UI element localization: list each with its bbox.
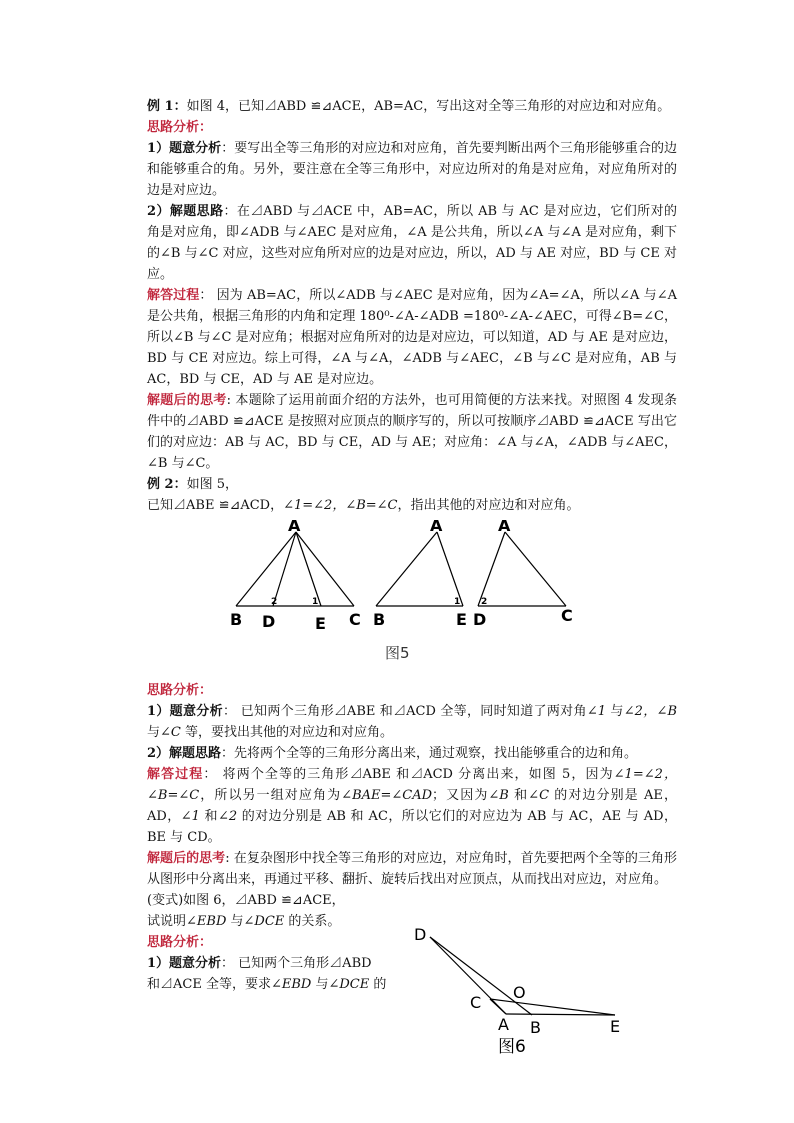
fig5-line-ab [236,532,296,606]
analysis-3-paragraph-1: 1）题意分析： 已知两个三角形⊿ABD [147,956,372,971]
example-2: 例 2：如图 5， [147,477,238,492]
fig5-abe-ae [437,532,463,606]
fig5-label-d2: D [473,610,487,629]
fig5-label-c2: C [561,606,573,625]
variant-block [147,890,407,995]
fig5-label-a1: A [288,520,301,535]
fig6-label-e: E [610,1017,621,1036]
example-2-statement: 已知⊿ABE ≌⊿ACD，∠1=∠2，∠B=∠C，指出其他的对应边和对应角。 [147,498,580,513]
figure-6-caption: 图6 [498,1037,526,1057]
fig5-label-d1: D [262,612,276,631]
fig6-label-b: B [530,1018,541,1037]
variant-line-2: 试说明∠EBD 与∠DCE 的关系。 [147,914,341,929]
example-2-label: 例 2： [147,477,187,492]
document-body [147,96,677,516]
fig6-line-ae [506,1014,615,1015]
analysis-3-title: 思路分析： [147,935,213,950]
fig6-label-a: A [498,1015,509,1034]
fig5-label-e2: E [456,610,467,629]
fig5-line-ad [273,532,296,606]
reflection-2: 解题后的思考: 在复杂图形中找全等三角形的对应边，对应角时，首先要把两个全等的三角形从图形中分离出来，再通过平移、翻折、旋转后找出对应顶点，从而找出对应边，对应角。 [147,851,677,887]
fig5-label-e1: E [315,614,326,633]
fig6-label-d: D [414,925,427,944]
reflection-1: 解题后的思考: 本题除了运用前面介绍的方法外，也可用简便的方法来找。对照图 4 发现条件中的⊿ABD ≌⊿ACE 是按照对应顶点的顺序写的，所以可按顺序⊿ABD ≌⊿ACE 写出它们的对应边：AB 与 AC，BD 与 CE，AD 与 AE；对应角：∠A 与∠A，∠ADB 与∠AEC，∠B 与∠C。 [147,393,677,471]
fig5-label-b2: B [373,610,386,629]
analysis-3-paragraph-1-line-2: 和⊿ACE 全等，要求∠EBD 与∠DCE 的 [147,977,387,992]
analysis-1-paragraph-1: 1）题意分析：要写出全等三角形的对应边和对应角，首先要判断出两个三角形能够重合的边和能够重合的角。另外，要注意在全等三角形中，对应边所对的角是对应角，对应角所对的边是对应边。 [147,141,677,198]
solution-2: 解答过程： 将两个全等的三角形⊿ABE 和⊿ACD 分离出来，如图 5，因为∠1=∠2，∠B=∠C，所以另一组对应角为∠BAE=∠CAD；又因为∠B 和∠C 的对边分别是 AE，AD，∠1 和∠2 的对边分别是 AB 和 AC，所以它们的对应边为 AB 与 AC，AE 与 AD，BE 与 CD。 [147,767,678,845]
solution-1: 解答过程： 因为 AB=AC，所以∠ADB 与∠AEC 是对应角，因为∠A=∠A，所以∠A 与∠A 是公共角，根据三角形的内角和定理 180⁰-∠A-∠ADB =180⁰-∠A-∠AEC，可得∠B=∠C，所以∠B 与∠C 是对应角；根据对应角所对的边是对应边，可以知道，AD 与 AE 是对应边，BD 与 CE 对应边。综上可得，∠A 与∠A，∠ADB 与∠AEC，∠B 与∠C 是对应角，AB 与 AC，BD 与 CE，AD 与 AE 是对应边。 [147,288,677,387]
fig6-label-o: O [513,983,526,1002]
fig5-angle-1a: 1 [312,597,319,607]
analysis-2-title: 思路分析： [147,683,213,698]
example-1 [147,96,677,117]
fig5-line-ae [296,532,321,606]
figure-6 [410,920,640,1060]
fig5-label-c1: C [349,610,361,629]
example-1-label: 例 1： [147,99,187,114]
analysis-2-paragraph-1: 1）题意分析： 已知两个三角形⊿ABE 和⊿ACD 全等，同时知道了两对角∠1 与∠2，∠B 与∠C 等，要找出其他的对应边和对应角。 [147,704,677,740]
fig6-label-c: C [470,993,482,1012]
analysis-1-paragraph-2: 2）解题思路：在⊿ABD 与⊿ACE 中，AB=AC，所以 AB 与 AC 是对应边，它们所对的角是对应角，即∠ADB 与∠AEC 是对应角，∠A 是公共角，所以∠A 与∠A 是对应角，剩下的∠B 与∠C 对应，这些对应角所对应的边是对应边，所以，AD 与 AE 对应，BD 与 CE 对应。 [147,204,677,282]
figure-5-caption: 图5 [385,644,410,662]
example-1-text: 如图 4，已知⊿ABD ≌⊿ACE，AB=AC，写出这对全等三角形的对应边和对应角。 [186,99,671,114]
fig5-label-a2: A [430,520,443,535]
figure-5 [230,520,590,670]
analysis-1-title: 思路分析： [147,120,213,135]
fig6-line-ce [490,999,615,1015]
variant-line-1: (变式)如图 6，⊿ABD ≌⊿ACE， [147,893,345,908]
fig5-acd-ad [478,532,505,606]
fig5-abe-ab [376,532,437,606]
fig5-angle-2b: 2 [481,597,488,607]
fig5-acd-ac [505,532,566,606]
analysis-2-paragraph-2: 2）解题思路：先将两个全等的三角形分离出来，通过观察，找出能够重合的边和角。 [147,746,638,761]
fig5-angle-2a: 2 [271,597,278,607]
fig5-label-b1: B [230,610,243,629]
fig5-angle-1b: 1 [454,597,461,607]
fig5-label-a3: A [498,520,511,535]
fig6-line-da [430,937,506,1014]
fig5-line-ac [296,532,354,606]
